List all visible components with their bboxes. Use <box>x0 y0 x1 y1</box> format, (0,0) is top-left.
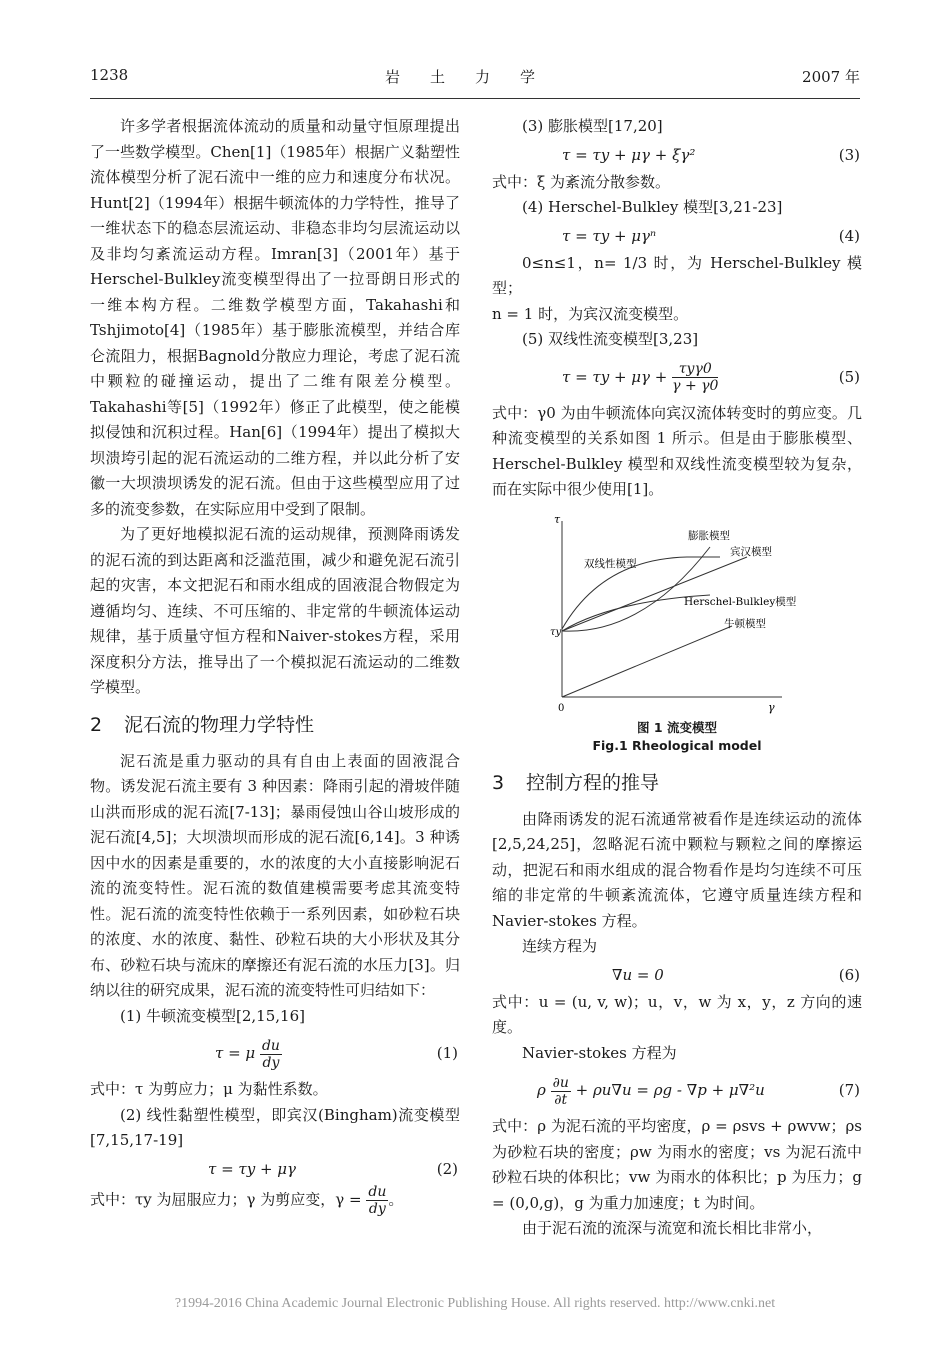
model-item: (1) 牛顿流变模型[2,15,16] <box>120 1006 305 1025</box>
rheology-diagram <box>492 509 862 719</box>
newton-curve <box>562 626 732 697</box>
page-header <box>90 66 860 96</box>
fraction: $\frac{du}{dy}$ <box>261 1037 280 1071</box>
paragraph: 泥石流是重力驱动的具有自由上表面的固液混合物。诱发泥石流主要有 3 种因素：降雨引起的滑坡伴随山洪而形成的泥石流[7-13]；暴雨侵蚀山谷山坡形成的泥石流[4,5]；大坝溃坝而形成的泥石流[6,14]。3 种诱因中水的因素是重要的，水的浓度的大小直接影响泥石流的流变特性。泥石流的数值建模需要考虑其流变特性。泥石流的流变特性依赖于一系列因素，如砂粒石块的浓度、水的浓度、黏性、砂粒石块的大小形状及其分布、砂粒石块与流床的摩擦还有泥石流的水压力[3]。归纳以往的研究成果，泥石流的流变特性可归结如下： <box>90 751 460 999</box>
journal-title: 岩土力学 <box>384 68 565 86</box>
equation: τ = τy + μγ + $\frac{\text{τyγ0}}{\gamma + \gamma 0}$ (5) <box>492 353 862 401</box>
equation-number: (6) <box>838 965 860 984</box>
equation-number: (1) <box>436 1044 458 1062</box>
paragraph: 式中：u = (u, v, w)；u，v，w 为 x，y，z 方向的速度。 <box>492 992 862 1036</box>
origin-label: 0 <box>558 702 565 714</box>
equation: ∇u = 0 (6) <box>492 960 862 990</box>
section-number: 3 <box>492 771 505 794</box>
section-heading <box>90 711 460 739</box>
section-title: 泥石流的物理力学特性 <box>124 713 315 736</box>
paragraph: 由降雨诱发的泥石流通常被看作是连续运动的流体[2,5,24,25]，忽略泥石流中颗粒与颗粒之间的摩擦运动，把泥石和雨水组成的混合物看作是均匀连续不可压缩的非定常的牛顿紊流流体，它遵守质量连续方程和 Navier-stokes 方程。 <box>492 809 862 930</box>
equation: τ = τy + μγ + ξγ² (3) <box>492 140 862 170</box>
model-item: (3) 膨胀模型[17,20] <box>522 117 663 135</box>
paragraph: 式中：τ 为剪应力；μ 为黏性系数。 <box>90 1080 328 1098</box>
paragraph: 许多学者根据流体流动的质量和动量守恒原理提出了一些数学模型。Chen[1]（1985年）根据广义黏塑性流体模型分析了泥石流中一维的应力和速度分布状况。Hunt[2]（1994年）根据牛顿流体的力学特性，推导了一维状态下的稳态层流运动、非稳态非均匀层流运动以及非均匀紊流运动方程。Imran[3]（2001年）基于Herschel-Bulkley流变模型得出了一拉哥朗日形式的一维本构方程。二维数学模型方面，Takahashi和Tshjimoto[4]（1985年）基于膨胀流模型，并结合库仑流阻力，根据Bagnold分散应力理论，考虑了泥石流中颗粒的碰撞运动，提出了二维有限差分模型。Takahashi等[5]（1992年）修正了此模型，使之能模拟侵蚀和沉积过程。Han[6]（1994年）提出了模拟大坝溃垮引起的泥石流运动的二维方程，并以此分析了安徽一大坝溃坝诱发的泥石流。但由于这些模型应用了过多的流变参数，在实际应用中受到了限制。 <box>90 117 460 518</box>
paragraph: 0≤n≤1，n= 1/3 时，为 Herschel-Bulkley 模型； <box>492 253 862 297</box>
equation-number: (4) <box>838 226 860 245</box>
fraction: $\frac{\partial u}{\partial t}$ <box>552 1074 569 1108</box>
copyright-footer: ?1994-2016 China Academic Journal Electronic Publishing House. All rights reserved. http://www.cnki.net <box>174 1296 776 1311</box>
y-axis-label: τ <box>554 512 561 526</box>
fraction: $\frac{du}{dy}$ <box>368 1183 387 1217</box>
equation-lhs: τ = μ <box>215 1044 256 1062</box>
header-rule <box>90 98 860 99</box>
paragraph: 式中：ρ 为泥石流的平均密度，ρ = ρsvs + ρwvw；ρs 为砂粒石块的密度；ρw 为雨水的密度；vs 为泥石流中砂粒石块的体积比；vw 为雨水的体积比；p 为压力；g = (0,0,g)，g 为重力加速度；t 为时间。 <box>492 1117 862 1212</box>
page-number: 1238 <box>90 66 129 84</box>
paragraph: 连续方程为 <box>522 937 598 955</box>
label-newton: 牛顿模型 <box>724 617 766 630</box>
paragraph: 由于泥石流的流深与流宽和流长相比非常小， <box>522 1219 823 1237</box>
paragraph: n = 1 时，为宾汉流变模型。 <box>492 304 689 323</box>
equation <box>90 1029 460 1077</box>
model-item: (4) Herschel-Bulkley 模型[3,21-23] <box>522 198 783 216</box>
section-number: 2 <box>90 713 103 736</box>
publication-year: 2007 年 <box>802 68 860 86</box>
equation-number: (2) <box>436 1159 458 1178</box>
paragraph: 式中：γ0 为由牛顿流体向宾汉流体转变时的剪应变。几种流变模型的关系如图 1 所示。但是由于膨胀模型、Herschel-Bulkley 模型和双线性流变模型较为复杂，而在实际中很少使用[1]。 <box>492 403 862 498</box>
model-item: (5) 双线性流变模型[3,23] <box>522 330 699 348</box>
fraction: $\frac{\text{τyγ0}}{\gamma + \gamma 0}$ <box>672 361 719 394</box>
figure-caption: 图 1 流变模型 Fig.1 Rheological model <box>592 719 762 753</box>
equation-number: (3) <box>838 145 860 164</box>
section-heading <box>492 769 862 797</box>
label-dilatant: 膨胀模型 <box>688 529 730 542</box>
label-bingham: 宾汉模型 <box>730 545 772 558</box>
rheological-model-figure <box>492 509 862 719</box>
equation: τ = τy + μγ (2) <box>90 1154 460 1184</box>
paragraph: Navier-stokes 方程为 <box>522 1043 677 1062</box>
left-column <box>90 114 460 1217</box>
equation: ρ $\frac{\partial u}{\partial t}$ + ρu∇u = ρg - ∇p + μ∇²u (7) <box>492 1066 862 1114</box>
paragraph: 为了更好地模拟泥石流的运动规律，预测降雨诱发的泥石流的到达距离和泛滥范围，减少和避免泥石流引起的灾害，本文把泥石和雨水组成的固液混合物假定为遵循均匀、连续、不可压缩的、非定常的牛顿流体运动规律，基于质量守恒方程和Naiver-stokes方程，采用深度积分方法，推导出了一个模拟泥石流运动的二维数学模型。 <box>90 525 460 696</box>
equation: τ = τy + μγⁿ (4) <box>492 221 862 251</box>
label-bilinear: 双线性模型 <box>584 557 637 570</box>
paragraph: 式中：ξ 为紊流分散参数。 <box>492 172 671 191</box>
model-item: (2) 线性黏塑性模型，即宾汉(Bingham)流变模型[7,15,17-19] <box>90 1105 460 1149</box>
section-title: 控制方程的推导 <box>526 771 660 794</box>
paragraph: 式中：τy 为屈服应力；γ 为剪应变，γ = $\frac{du}{dy}$ 。 <box>90 1183 404 1217</box>
equation-number: (7) <box>838 1081 860 1099</box>
tau-y-label: τy <box>550 626 562 638</box>
equation-number: (5) <box>838 367 860 386</box>
label-herschel-bulkley: Herschel-Bulkley模型 <box>684 595 797 608</box>
x-axis-label: γ <box>768 700 775 714</box>
right-column <box>492 114 862 1242</box>
